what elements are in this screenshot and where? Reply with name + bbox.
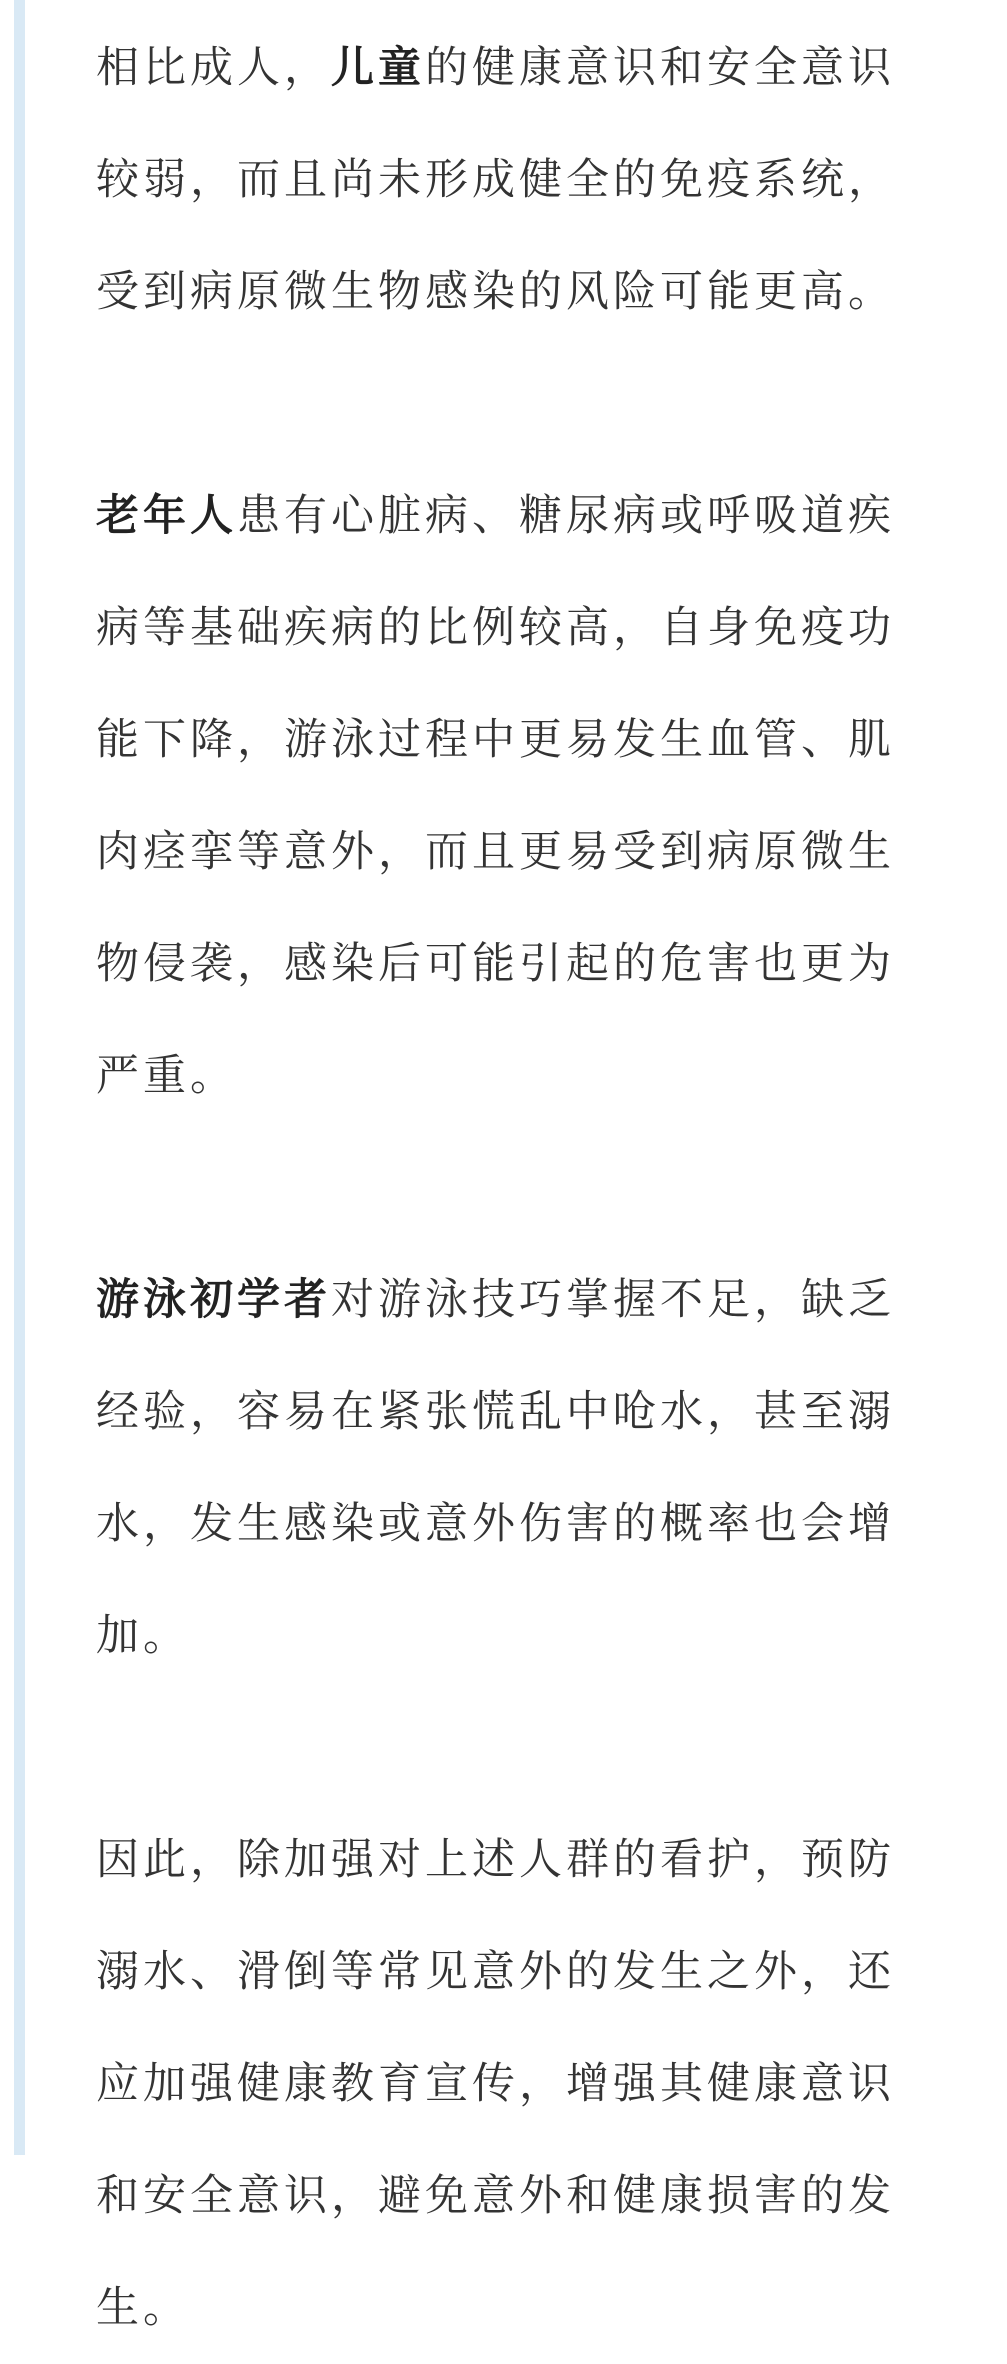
highlight-beginners: 游泳初学者 <box>96 1275 331 1325</box>
paragraph-elderly <box>96 460 926 1132</box>
highlight-elderly: 老年人 <box>96 491 237 541</box>
paragraph-text: 患有心脏病、糖尿病或呼吸道疾病等基础疾病的比例较高，自身免疫功能下降，游泳过程中更易发生血管、肌肉痉挛等意外，而且更易受到病原微生物侵袭，感染后可能引起的危害也更为严重。 <box>96 491 895 1101</box>
paragraph-text: 相比成人， <box>96 43 331 93</box>
paragraph-children <box>96 12 926 348</box>
paragraph-beginners <box>96 1244 926 1692</box>
paragraph-text: 因此，除加强对上述人群的看护，预防溺水、滑倒等常见意外的发生之外，还应加强健康教育宣传，增强其健康意识和安全意识，避免意外和健康损害的发生。 <box>96 1835 895 2333</box>
paragraph-text: 的健康意识和安全意识较弱，而且尚未形成健全的免疫系统，受到病原微生物感染的风险可能更高。 <box>96 43 895 317</box>
article-body <box>96 12 926 2364</box>
quote-side-bar <box>14 0 25 2155</box>
paragraph-text: 对游泳技巧掌握不足，缺乏经验，容易在紧张慌乱中呛水，甚至溺水，发生感染或意外伤害的概率也会增加。 <box>96 1275 895 1661</box>
paragraph-conclusion <box>96 1804 926 2364</box>
highlight-children: 儿童 <box>331 43 425 93</box>
